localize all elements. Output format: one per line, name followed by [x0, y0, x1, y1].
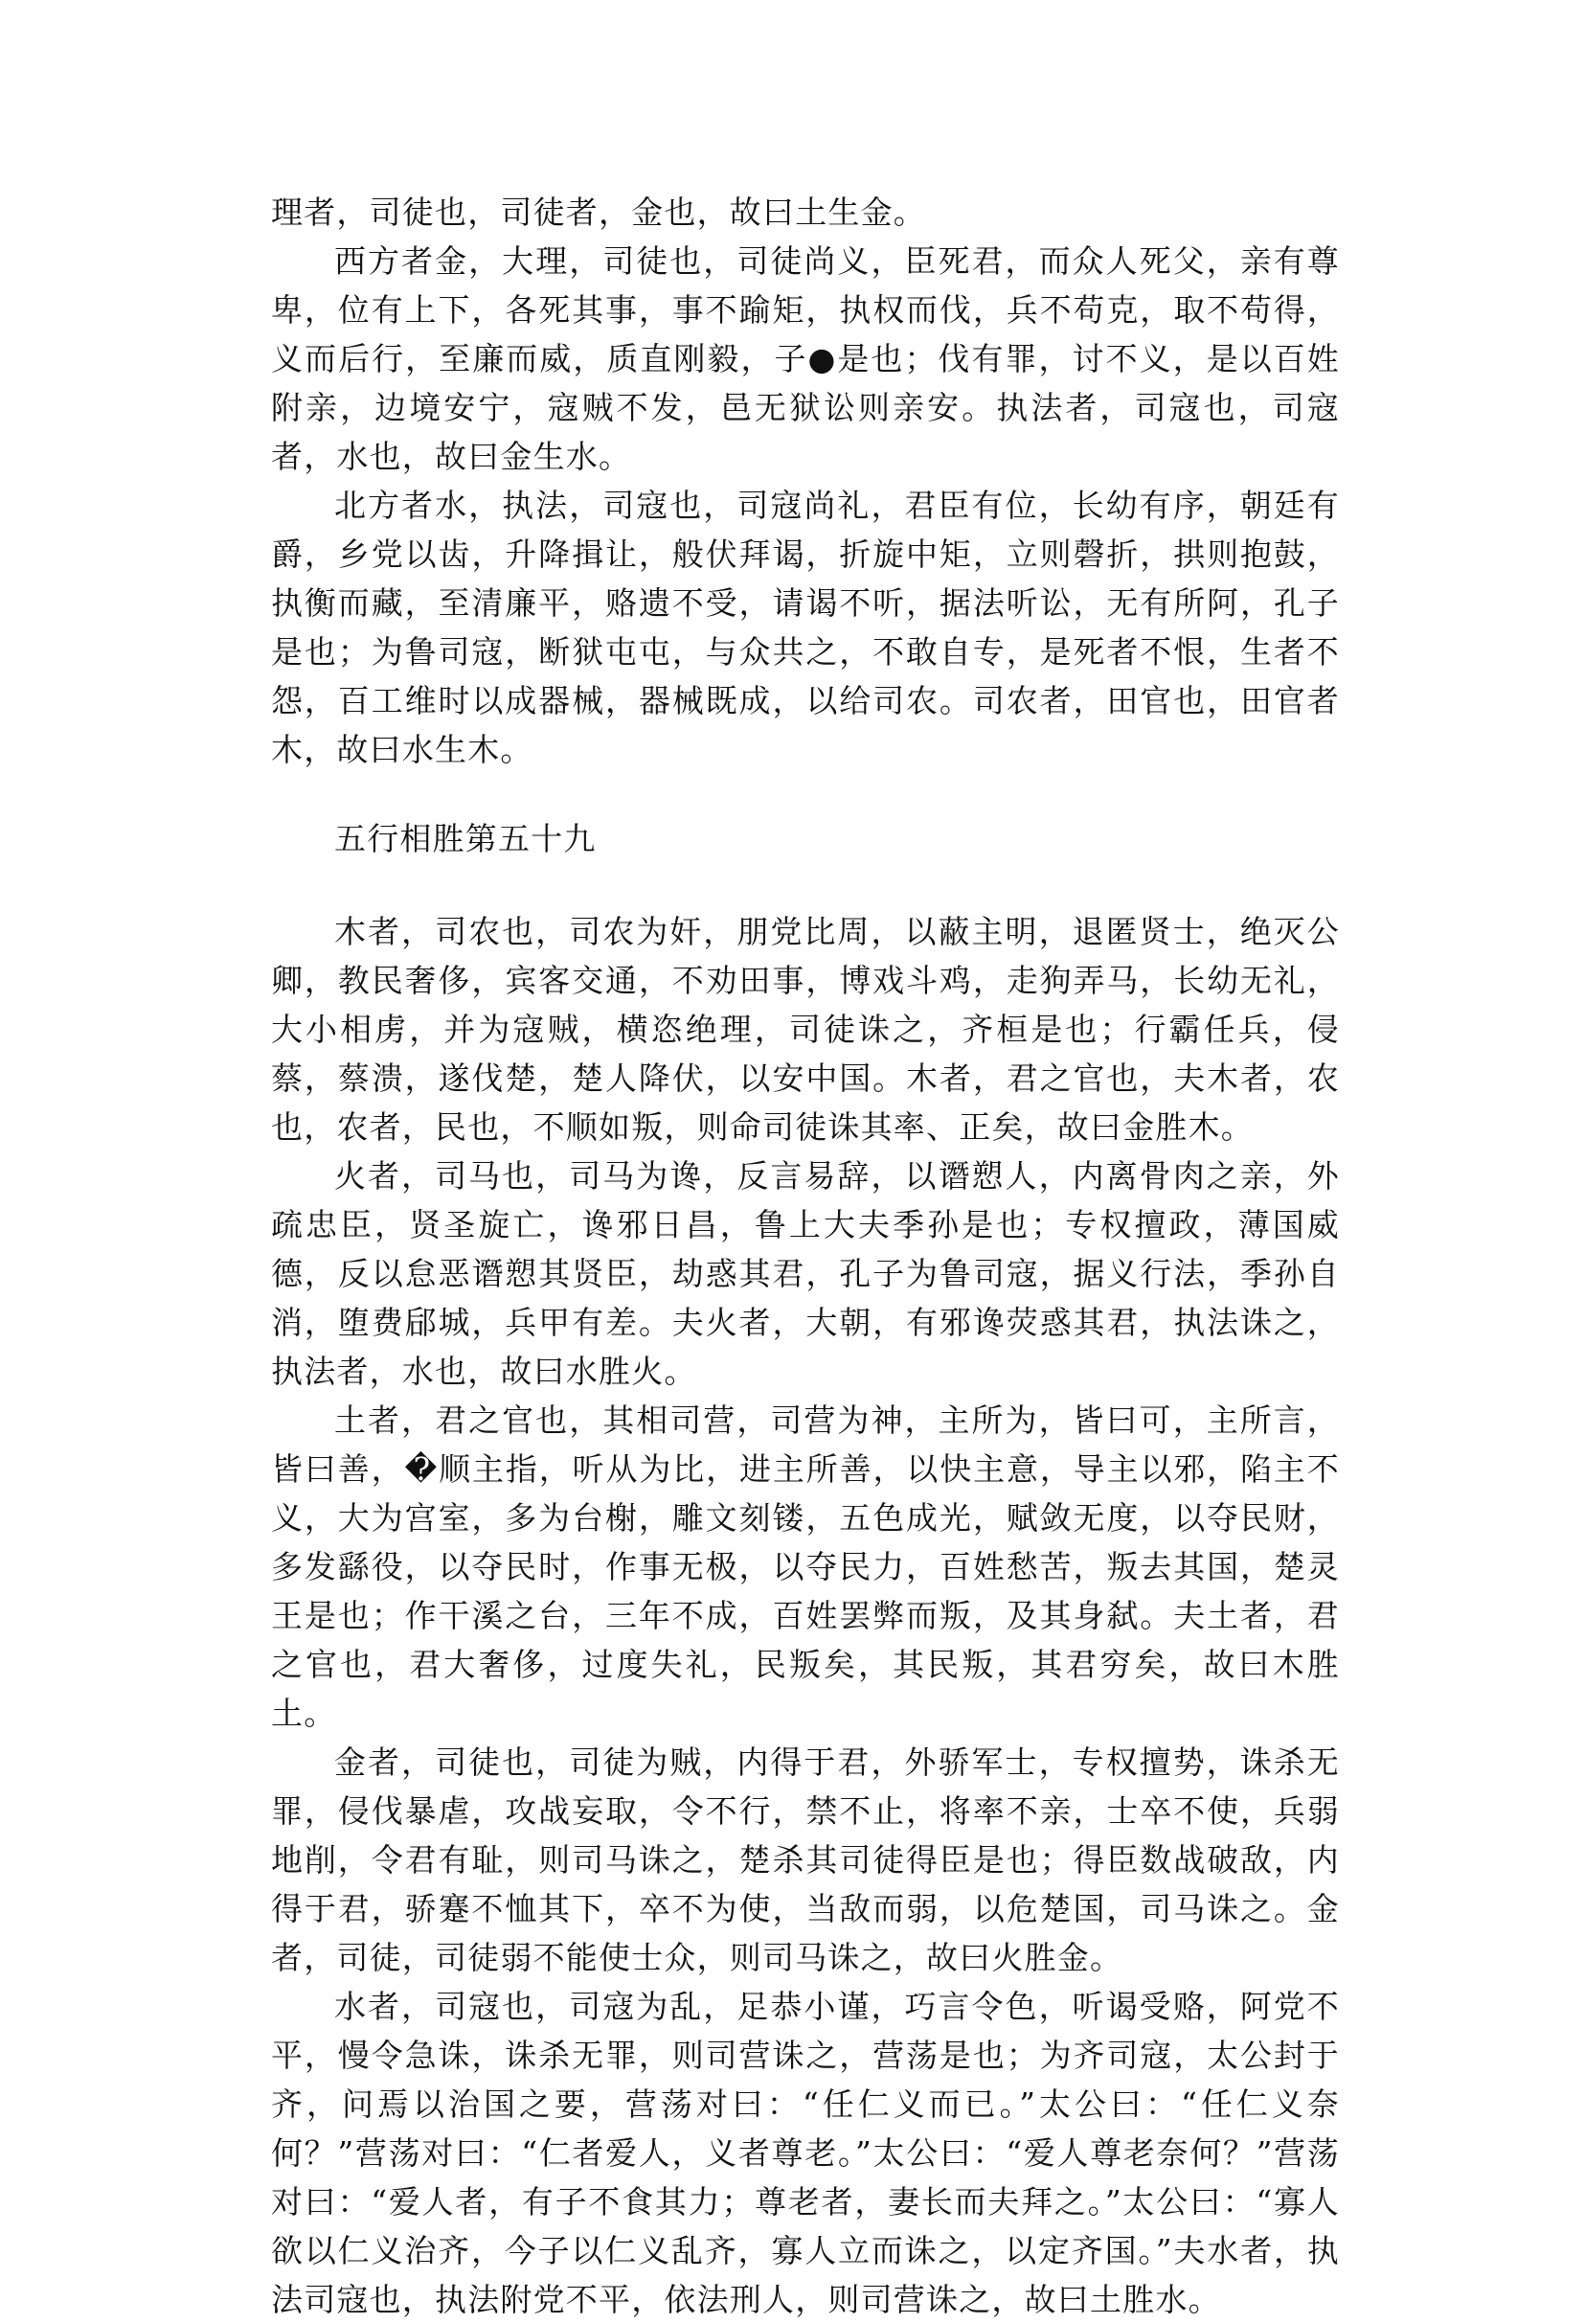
paragraph-north-water: 北方者水，执法，司寇也，司寇尚礼，君臣有位，长幼有序，朝廷有爵，乡党以齿，升降揖让，般伏拜谒，折旋中矩，立则磬折，拱则抱鼓，执衡而藏，至清廉平，赂遗不受，请谒不听，据法听讼，无有所阿，孔子是也；为鲁司寇，断狱屯屯，与众共之，不敢自专，是死者不恨，生者不怨，百工维时以成器械，器械既成，以给司农。司农者，田官也，田官者木，故曰水生木。 [271, 487, 1340, 768]
paragraph-metal: 金者，司徒也，司徒为贼，内得于君，外骄军士，专权擅势，诛杀无罪，侵伐暴虐，攻战妄取，令不行，禁不止，将率不亲，士卒不使，兵弱地削，令君有耻，则司马诛之，楚杀其司徒得臣是也；得臣数战破敌，内得于君，骄蹇不恤其下，卒不为使，当敌而弱，以危楚国，司马诛之。金者，司徒，司徒弱不能使士众，则司马诛之，故曰火胜金。 [271, 1743, 1340, 1976]
section-title: 五行相胜第五十九 [334, 820, 597, 857]
paragraph-wood: 木者，司农也，司农为奸，朋党比周，以蔽主明，退匿贤士，绝灭公卿，教民奢侈，宾客交通，不劝田事，博戏斗鸡，走狗弄马，长幼无礼，大小相虏，并为寇贼，横恣绝理，司徒诛之，齐桓是也；行霸任兵，侵蔡，蔡溃，遂伐楚，楚人降伏，以安中国。木者，君之官也，夫木者，农也，农者，民也，不顺如叛，则命司徒诛其率、正矣，故曰金胜木。 [271, 913, 1340, 1146]
paragraph-water: 水者，司寇也，司寇为乱，足恭小谨，巧言令色，听谒受赂，阿党不平，慢令急诛，诛杀无罪，则司营诛之，营荡是也；为齐司寇，太公封于齐，问焉以治国之要，营荡对曰：“任仁义而已。”太公曰：“任仁义奈何？”营荡对曰：“仁者爱人，义者尊老。”太公曰：“爱人尊老奈何？”营荡对曰：“爱人者，有子不食其力；尊老者，妻长而夫拜之。”太公曰：“寡人欲以仁义治齐，今子以仁义乱齐，寡人立而诛之，以定齐国。”夫水者，执法司寇也，执法附党不平，依法刑人，则司营诛之，故曰土胜水。 [271, 1988, 1340, 2318]
paragraph-continuation: 理者，司徒也，司徒者，金也，故曰土生金。 [271, 194, 926, 231]
document-page [271, 188, 1340, 2324]
paragraph-fire: 火者，司马也，司马为谗，反言易辞，以谮愬人，内离骨肉之亲，外疏忠臣，贤圣旋亡，谗邪日昌，鲁上大夫季孙是也；专权擅政，薄国威德，反以怠恶谮愬其贤臣，劫惑其君，孔子为鲁司寇，据义行法，季孙自消，堕费郈城，兵甲有差。夫火者，大朝，有邪谗荧惑其君，执法诛之，执法者，水也，故曰水胜火。 [271, 1157, 1340, 1390]
paragraph-west-metal: 西方者金，大理，司徒也，司徒尚义，臣死君，而众人死父，亲有尊卑，位有上下，各死其事，事不踰矩，执权而伐，兵不苟克，取不苟得，义而后行，至廉而威，质直刚毅，子●是也；伐有罪，讨不义，是以百姓附亲，边境安宁，寇贼不发，邑无狱讼则亲安。执法者，司寇也，司寇者，水也，故曰金生水。 [271, 242, 1340, 475]
paragraph-earth: 土者，君之官也，其相司营，司营为神，主所为，皆曰可，主所言，皆曰善，�顺主指，听从为比，进主所善，以快主意，导主以邪，陷主不义，大为宫室，多为台榭，雕文刻镂，五色成光，赋敛无度，以夺民财，多发繇役，以夺民时，作事无极，以夺民力，百姓愁苦，叛去其国，楚灵王是也；作干溪之台，三年不成，百姓罢弊而叛，及其身弑。夫土者，君之官也，君大奢侈，过度失礼，民叛矣，其民叛，其君穷矣，故曰木胜土。 [271, 1401, 1340, 1732]
